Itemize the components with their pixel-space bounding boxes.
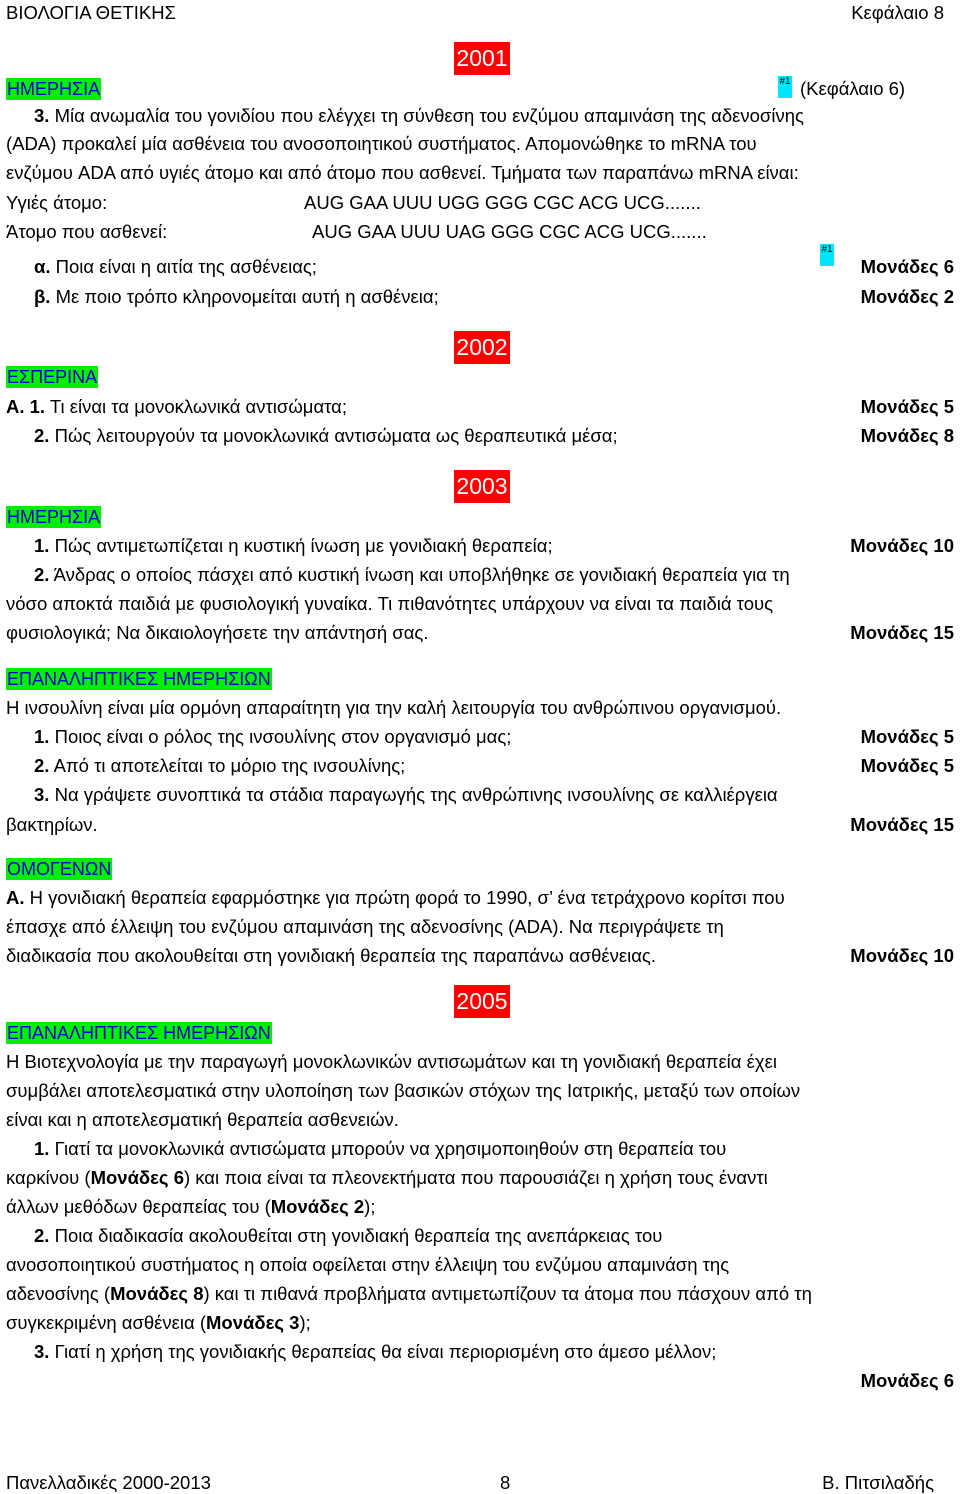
question-line: καρκίνου (Μονάδες 6) και ποια είναι τα πλεονεκτήματα που παρουσιάζει η χρήση τους έναντι [6,1167,768,1188]
healthy-sequence: AUG GAA UUU UGG GGG CGC ACG UCG....... [304,192,701,213]
chapter-reference: (Κεφάλαιο 6) [800,78,906,99]
year-2001-badge: 2001 [454,42,510,75]
question-line: 3. Γιατί η χρήση της γονιδιακής θεραπείας θα είναι περιορισμένη στο άμεσο μέλλον; [34,1341,717,1362]
healthy-label: Υγιές άτομο: [6,192,108,213]
question-line: 2. Πώς λειτουργούν τα μονοκλωνικά αντισώματα ως θεραπευτικά μέσα; [34,425,618,446]
question-line: (ADA) προκαλεί μία ασθένεια του ανοσοποιητικού συστήματος. Απομονώθηκε το mRNA του [6,133,757,154]
question-line: 1. Γιατί τα μονοκλωνικά αντισώματα μπορούν να χρησιμοποιηθούν στη θεραπεία του [34,1138,727,1159]
intro-text: είναι και η αποτελεσματική θεραπεία ασθενειών. [6,1109,399,1130]
marks: Μονάδες 6 [860,256,954,277]
marks: Μονάδες 6 [860,1370,954,1391]
marks: Μονάδες 15 [850,622,954,643]
question-line: 2. Από τι αποτελείται το μόριο της ινσουλίνης; [34,755,406,776]
section-label: ΕΣΠΕΡΙΝΑ [7,367,98,387]
question-line: 2. Άνδρας ο οποίος πάσχει από κυστική ίνωση και υποβλήθηκε σε γονιδιακή θεραπεία για τη [34,564,790,585]
question-line: βακτηρίων. [6,814,98,835]
footer-title: Πανελλαδικές 2000-2013 [6,1472,211,1493]
section-label: ΗΜΕΡΗΣΙΑ [7,507,101,527]
marks: Μονάδες 8 [860,425,954,446]
question-line: νόσο αποκτά παιδιά με φυσιολογική γυναίκα. Τι πιθανότητες υπάρχουν να είναι τα παιδιά τους [6,593,774,614]
marks: Μονάδες 2 [860,286,954,307]
marks: Μονάδες 10 [850,945,954,966]
year-2003-badge: 2003 [454,470,510,503]
question-a: α. Ποια είναι η αιτία της ασθένειας; [34,256,317,277]
question-line: 2. Ποια διαδικασία ακολουθείται στη γονιδιακή θεραπεία της ανεπάρκειας του [34,1225,663,1246]
note-tag: #1 [778,76,792,98]
intro-text: Η Βιοτεχνολογία με την παραγωγή μονοκλωνικών αντισωμάτων και τη γονιδιακή θεραπεία έχει [6,1051,777,1072]
marks: Μονάδες 10 [850,535,954,556]
marks: Μονάδες 15 [850,814,954,835]
marks: Μονάδες 5 [860,755,954,776]
question-line: άλλων μεθόδων θεραπείας του (Μονάδες 2); [6,1196,376,1217]
intro-text: Η ινσουλίνη είναι μία ορμόνη απαραίτητη για την καλή λειτουργία του ανθρώπινου οργανισμού. [6,697,782,718]
question-line: ανοσοποιητικού συστήματος η οποία οφείλεται στην έλλειψη του ενζύμου απαμινάση της [6,1254,730,1275]
footer-author: Β. Πιτσιλαδής [822,1472,934,1493]
question-line: 1. Ποιος είναι ο ρόλος της ινσουλίνης στον οργανισμό μας; [34,726,512,747]
question-line: ενζύμου ADA από υγιές άτομο και από άτομο που ασθενεί. Τμήματα των παραπάνω mRNA είναι: [6,162,799,183]
question-line: 1. Πώς αντιμετωπίζεται η κυστική ίνωση με γονιδιακή θεραπεία; [34,535,553,556]
question-line: έπασχε από έλλειψη του ενζύμου απαμινάση της αδενοσίνης (ADA). Να περιγράψετε τη [6,916,724,937]
question-b: β. Με ποιο τρόπο κληρονομείται αυτή η ασθένεια; [34,286,439,307]
question-line: αδενοσίνης (Μονάδες 8) και τι πιθανά προβλήματα αντιμετωπίζουν τα άτομα που πάσχουν από τη [6,1283,812,1304]
question-line: Α. 1. Τι είναι τα μονοκλωνικά αντισώματα; [6,396,348,417]
question-line: διαδικασία που ακολουθείται στη γονιδιακή θεραπεία της παραπάνω ασθένειας. [6,945,656,966]
note-tag: #1 [820,244,834,266]
year-2005-badge: 2005 [454,985,510,1018]
intro-text: συμβάλει αποτελεσματικά στην υλοποίηση των βασικών στόχων της Ιατρικής, μεταξύ των οποίων [6,1080,801,1101]
section-label: ΕΠΑΝΑΛΗΠΤΙΚΕΣ ΗΜΕΡΗΣΙΩΝ [7,669,271,689]
question-line: φυσιολογικά; Να δικαιολογήσετε την απάντησή σας. [6,622,429,643]
marks: Μονάδες 5 [860,396,954,417]
header-chapter: Κεφάλαιο 8 [851,2,944,23]
sick-sequence: AUG GAA UUU UAG GGG CGC ACG UCG....... [312,221,707,242]
section-label: ΕΠΑΝΑΛΗΠΤΙΚΕΣ ΗΜΕΡΗΣΙΩΝ [7,1023,271,1043]
header-title: ΒΙΟΛΟΓΙΑ ΘΕΤΙΚΗΣ [6,2,176,23]
question-line: 3. Να γράψετε συνοπτικά τα στάδια παραγωγής της ανθρώπινης ινσουλίνης σε καλλιέργεια [34,784,778,805]
section-label: ΗΜΕΡΗΣΙΑ [7,79,101,99]
question-line: Α. Η γονιδιακή θεραπεία εφαρμόστηκε για πρώτη φορά το 1990, σ’ ένα τετράχρονο κορίτσι που [6,887,785,908]
section-label: ΟΜΟΓΕΝΩΝ [7,859,112,879]
sick-label: Άτομο που ασθενεί: [6,221,168,242]
question-line: 3. Μία ανωμαλία του γονιδίου που ελέγχει τη σύνθεση του ενζύμου απαμινάση της αδενοσίνης [34,105,804,126]
marks: Μονάδες 5 [860,726,954,747]
question-line: συγκεκριμένη ασθένεια (Μονάδες 3); [6,1312,311,1333]
page-number: 8 [500,1472,511,1493]
year-2002-badge: 2002 [454,331,510,364]
